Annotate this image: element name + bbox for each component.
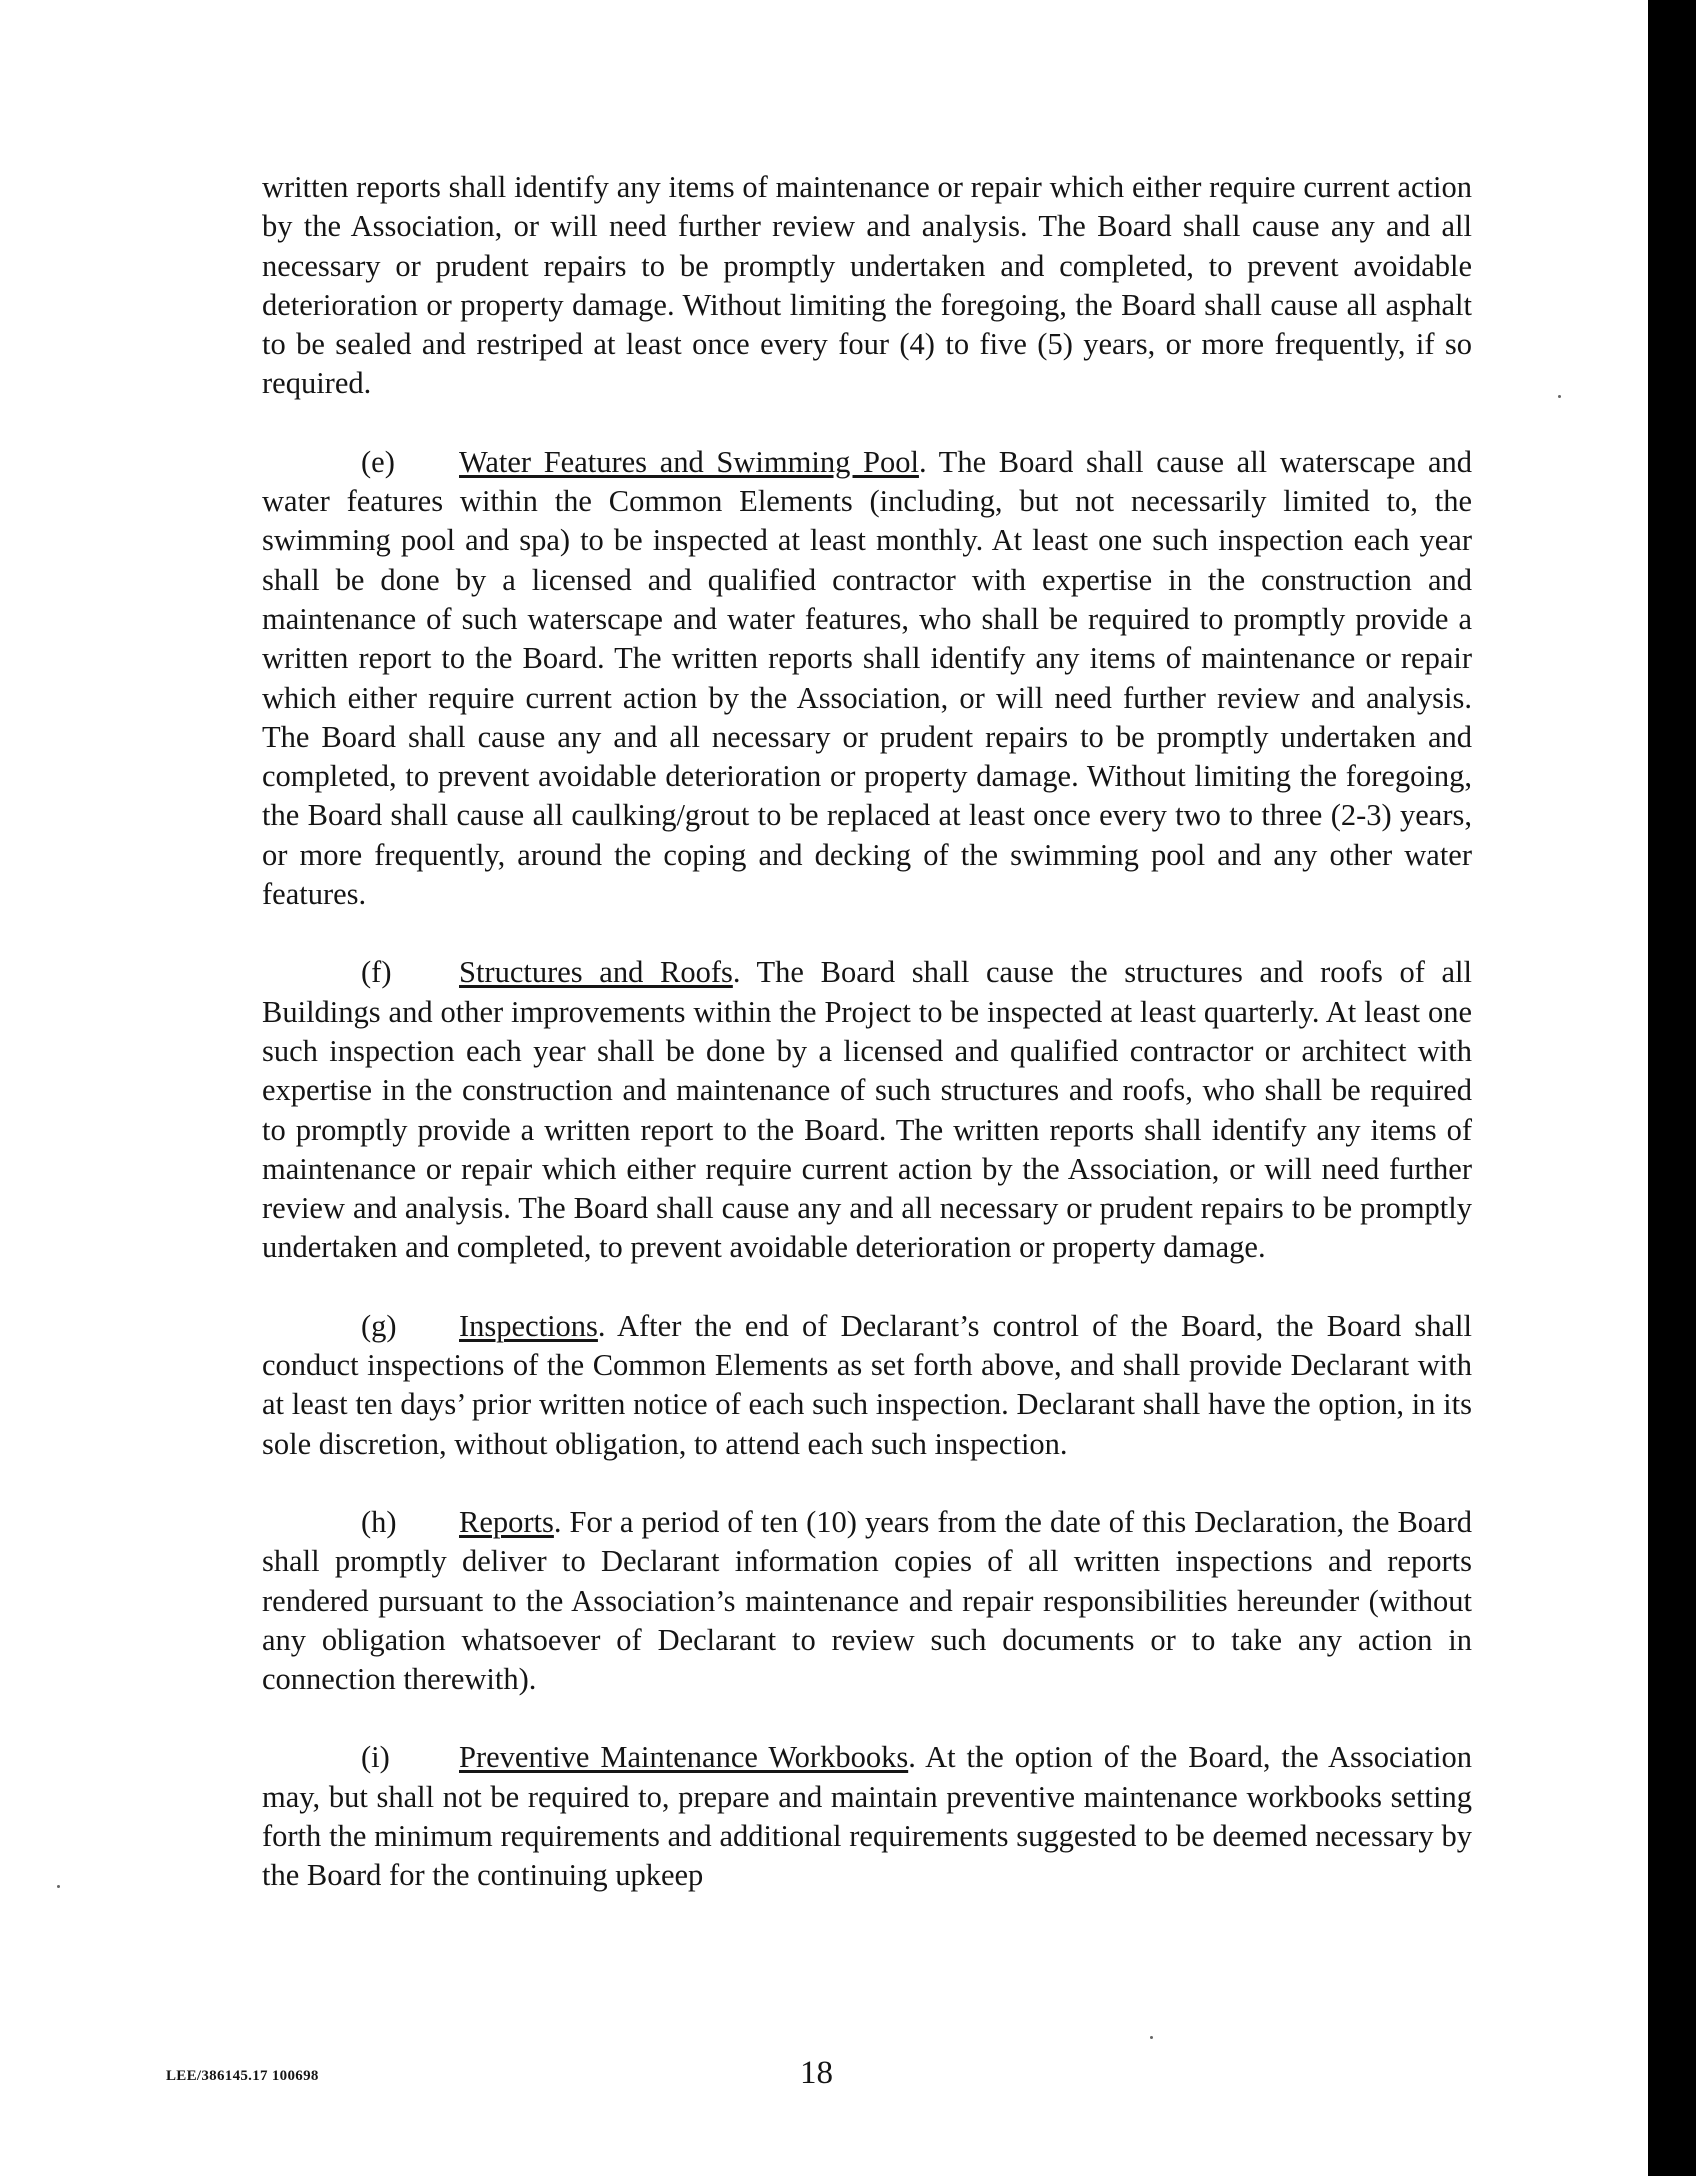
scan-speck <box>1150 2036 1153 2039</box>
section-f <box>262 953 1472 1267</box>
section-body: . The Board shall cause all waterscape and water features within the Common Elements (including, but not necessarily limited to, the swimming pool and spa) to be inspected at least monthly. At least one such inspection each year shall be done by a licensed and qualified contractor with expertise in the construction and maintenance of such waterscape and water features, who shall be required to promptly provide a written report to the Board. The written reports shall identify any items of maintenance or repair which either require current action by the Association, or will need further review and analysis. The Board shall cause any and all necessary or prudent repairs to be promptly undertaken and completed, to prevent avoidable deterioration or property damage. Without limiting the foregoing, the Board shall cause all caulking/grout to be replaced at least once every two to three (2-3) years, or more frequently, around the coping and decking of the swimming pool and any other water features. <box>262 444 1473 912</box>
section-body: . After the end of Declarant’s control of the Board, the Board shall conduct inspections of the Common Elements as set forth above, and shall provide Declarant with at least ten days’ prior written notice of each such inspection. Declarant shall have the option, in its sole discretion, without obligation, to attend each such inspection. <box>262 1308 1472 1461</box>
section-e <box>262 443 1472 915</box>
section-g <box>262 1307 1472 1464</box>
section-heading: Preventive Maintenance Workbooks <box>459 1740 909 1775</box>
section-h <box>262 1503 1472 1699</box>
section-heading: Water Features and Swimming Pool <box>459 444 919 479</box>
section-body: . At the option of the Board, the Association may, but shall not be required to, prepare and maintain preventive maintenance workbooks setting forth the minimum requirements and additional requirements suggested to be deemed necessary by the Board for the continuing upkeep <box>262 1740 1472 1893</box>
section-heading: Reports <box>459 1504 554 1539</box>
section-i <box>262 1738 1472 1895</box>
section-letter: (e) <box>361 444 395 479</box>
scan-speck <box>1558 395 1561 398</box>
document-id: LEE/386145.17 100698 <box>166 2068 319 2084</box>
section-heading: Inspections <box>459 1308 598 1343</box>
intro-paragraph: written reports shall identify any items of maintenance or repair which either require current action by the Association, or will need further review and analysis. The Board shall cause any and all necessary or prudent repairs to be promptly undertaken and completed, to prevent avoidable deterioration or property damage. Without limiting the foregoing, the Board shall cause all asphalt to be sealed and restriped at least once every four (4) to five (5) years, or more frequently, if so required. <box>262 170 1472 401</box>
scan-speck <box>57 1885 60 1888</box>
document-body <box>262 168 1472 1935</box>
scan-edge-bar <box>1648 0 1696 2176</box>
section-letter: (i) <box>361 1740 390 1775</box>
page-number: 18 <box>800 2055 833 2091</box>
section-heading: Structures and Roofs <box>459 955 733 990</box>
section-letter: (h) <box>361 1504 397 1539</box>
section-letter: (g) <box>361 1308 397 1343</box>
section-body: . The Board shall cause the structures and roofs of all Buildings and other improvements within the Project to be inspected at least quarterly. At least one such inspection each year shall be done by a licensed and qualified contractor or architect with expertise in the construction and maintenance of such structures and roofs, who shall be required to promptly provide a written report to the Board. The written reports shall identify any items of maintenance or repair which either require current action by the Association, or will need further review and analysis. The Board shall cause any and all necessary or prudent repairs to be promptly undertaken and completed, to prevent avoidable deterioration or property damage. <box>262 955 1472 1265</box>
section-letter: (f) <box>361 955 392 990</box>
section-body: . For a period of ten (10) years from the date of this Declaration, the Board shall promptly deliver to Declarant information copies of all written inspections and reports rendered pursuant to the Association’s maintenance and repair responsibilities hereunder (without any obligation whatsoever of Declarant to review such documents or to take any action in connection therewith). <box>262 1504 1472 1697</box>
